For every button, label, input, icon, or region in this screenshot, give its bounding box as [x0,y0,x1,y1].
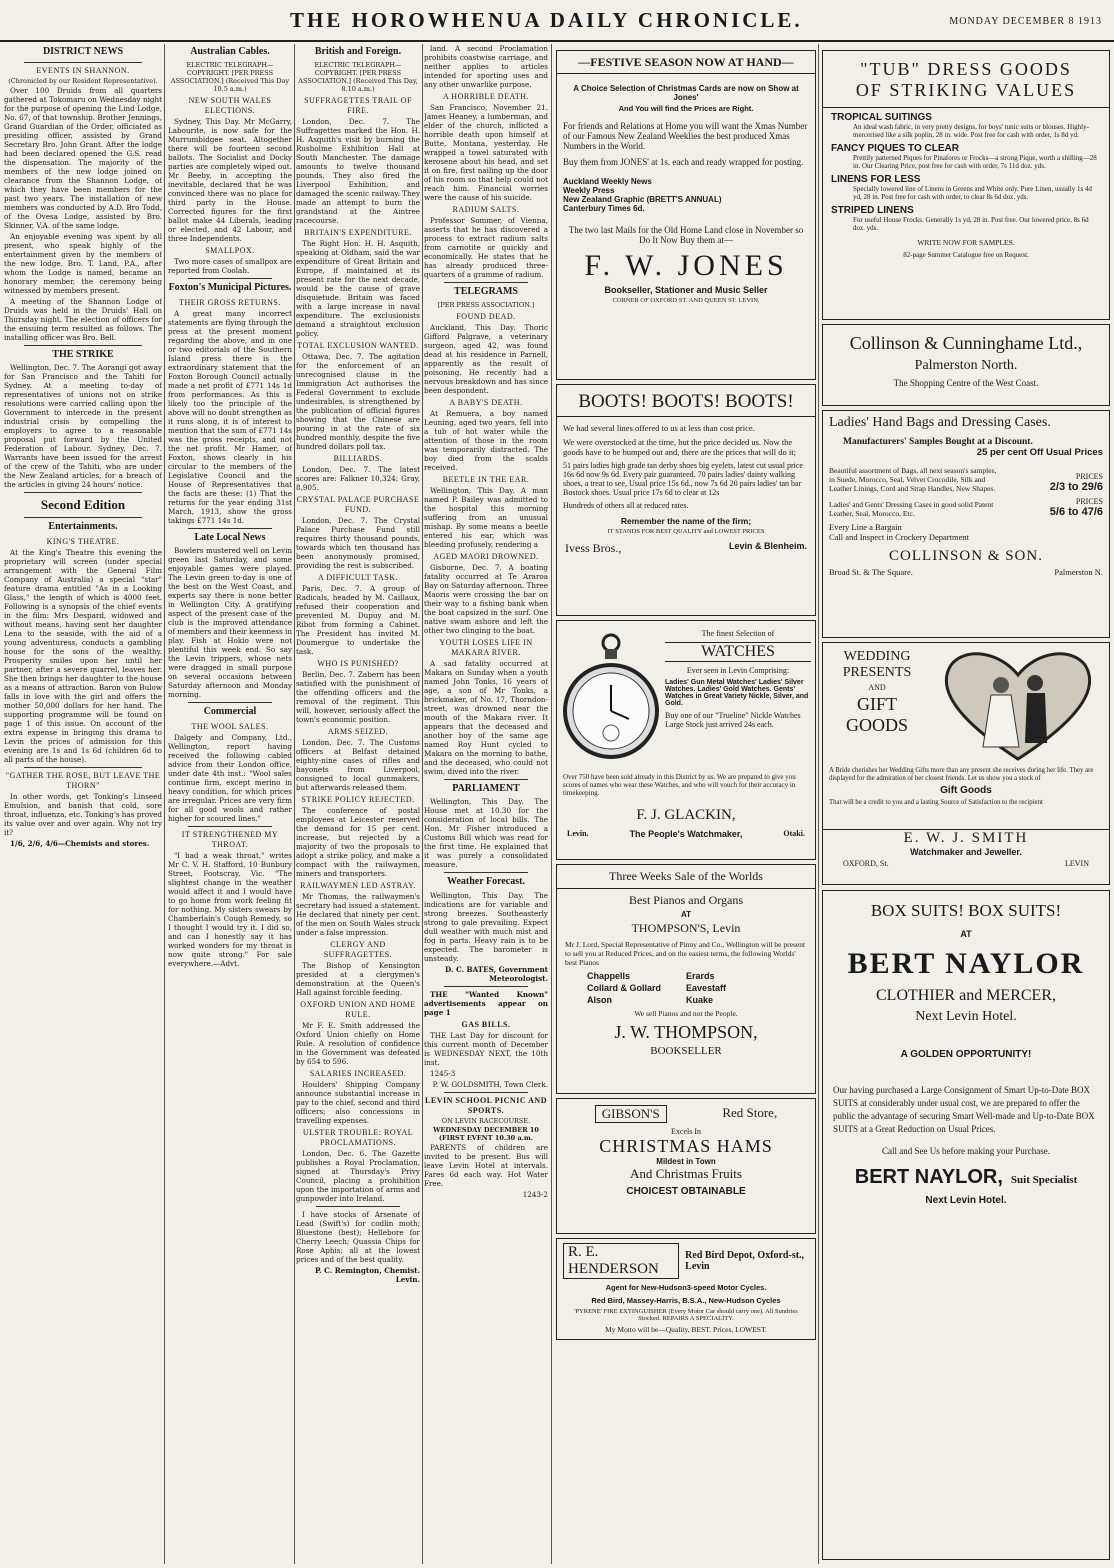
article-text: At the King's Theatre this evening the proprietary will screen (under special arrangement with the General Film Company of Australia) a special "star" feature drama entitled "As in a Looking Glass," the length of which is 4000 feet. Following is a synopsis of the chief events in the film: Mrs Despard, widowed and without means, having sent her daughter Lena to the seaside, with the aid of a young adventuress, conducts a gambling house for the sons of the wealthy. Prosperity smiles upon her until her partner, after a severe quarrel, leaves her. She then brings her daughter to the house as a means of attraction. Baron von Bulow falls in love with the girl and offers the mother 50,000 dollars for her hand. The supporting programme will be found on page 1 of this issue. On account of the extra expense in bringing this drama to Levin the prices of admission for this evening are 1s and 1s 6d (children 6d to all parts of the house). [4,547,162,764]
byline: ELECTRIC TELEGRAPH—COPYRIGHT. [PER PRESS ASSOCIATION.] (Received This Day 10.5 a.m.) [170,60,290,93]
ad-address: Broad St. & The Square. [829,567,913,577]
notice-date: WEDNESDAY DECEMBER 10 (FIRST EVENT 10.30 a.m. [433,1125,539,1142]
newspaper-title: THE HOROWHENUA DAILY CHRONICLE. [290,8,803,32]
ad-gibsons [556,1098,816,1234]
ad-line: For friends and Relations at Home you will want the Xmas Number of our Famous New Zealand Weeklies the best produced Xmas Numbers in the World. [563,121,808,151]
bags-price-row [829,466,1103,493]
article-text: Over 100 Druids from all quarters gathered at Tokomaru on Wednesday night for the purpose of opening the Lind Lodge, No. 67, of that township. Brother Jennings, Grand Guardian of the Order, officiated as presiding officer, assisted by Grand Secretary Bro. John Grant. After the lodge had been declared opened the G.S. read the dispensation. The majority of the members of the new lodge joined on clearance from the Shannon Lodge, of which they have been members for the past two years. The installation of new members was conducted by A.D. Bro Todd, of the Ovesa Lodge, assisted by Bro. Skinner, V.A. of the same lodge. [4,85,162,230]
ad-line: That will be a credit to you and a lasting Source of Satisfaction to the recipient [829,799,1043,806]
ad-title: BOX SUITS! BOX SUITS! [870,901,1062,920]
brand: Eavestaff [686,983,727,993]
ad-line: We were overstocked at the time, but the price decided us. Now the goods have to be bumped out and, there are the prices that will do it; [563,437,796,457]
section-heading: TELEGRAMS [454,286,518,297]
ad-line: Canterbury Times 6d. [563,204,645,213]
ad-footer [843,859,1089,868]
ad-address: CORNER OF OXFORD ST. AND QUEEN ST. LEVIN. [612,297,760,304]
pocket-watch-icon [563,629,659,769]
article-text: Wellington, This Day. The indications are for variable and strong breezes. Southeasterly strong to gale prevailing. Expect dull weather with much mist and fog in parts. Heavy rain is to be expected. The barometer is unsteady. [424,890,548,963]
ad-line: Excels In [671,1127,701,1136]
ad-title: Ladies' Hand Bags and Dressing Cases. [829,415,1051,430]
byline: (Chronicled by our Resident Representative). [8,76,158,85]
advert-text: I have stocks of Arsenate of Lead (Swift's) for codlin moth; Bluestone (best); Hellebore for Cherry Leech; Quassia Chips for Rose Aphis; all at the lowest prices and of the best quality. [296,1210,420,1264]
brand: Chappells [587,971,631,981]
section-heading: British and Foreign. [314,46,402,57]
ad-footer [565,541,807,556]
ad-footer [823,1166,1109,1189]
notice-sub: ON LEVIN RACECOURSE. [441,1116,531,1125]
ad-line: WRITE NOW FOR SAMPLES. [917,238,1015,247]
ad-smith-footer [822,828,1110,885]
article-heading: AGED MAORI DROWNED. [433,551,539,561]
column-rule [294,44,295,1564]
ad-title: Red Bird Depot, Oxford-st., Levin [685,1250,805,1272]
ad-subheading: STRIPED LINENS [831,205,914,216]
column-rule [818,44,819,1564]
ad-footer [829,567,1103,577]
ad-line: Mildest in Town [656,1157,716,1166]
article-text: Mr F. E. Smith addressed the Oxford Union chiefly on Home Rule. A resolution of confidence in the Government was defeated by 654 to 596. [296,1021,420,1066]
article-text: The Bishop of Kensington presided at a clergymen's demonstration at the Queen's Hall against forcible feeding. [296,961,420,997]
ad-title: BOOTS! BOOTS! BOOTS! [557,391,815,417]
ad-business-name: F. J. GLACKIN, [636,807,736,823]
signature: P. W. GOLDSMITH, Town Clerk. [432,1079,548,1089]
section-heading: Commercial [203,706,257,717]
article-text: Houlders' Shipping Company announce substantial increase in pay to the chief, second and third officers; also concessions in travelling expenses. [296,1080,420,1125]
brand: Collard & Gollard [587,983,662,993]
ad-wedding-presents [822,642,1110,830]
ad-line: Auckland Weekly News [563,177,652,186]
ad-collinson-cunninghame [822,324,1110,406]
ad-line: New Zealand Graphic (BRETT'S ANNUAL) [563,195,722,204]
ad-subheading: FANCY PIQUES TO CLEAR [831,143,959,154]
article-text: London, Dec. 6. The Gazette publishes a Royal Proclamation, signed at Thursday's Privy Council, placing a prohibition upon the importation of arms and gunpowder into Ireland. [296,1149,420,1203]
article-text: At Remuera, a boy named Leuning, aged two years, fell into a tub of hot water while the attention of those in the room was temporarily distracted. The boy died from the scalds received. [424,408,548,472]
column-district-news [4,44,162,1564]
article-text: Dalgety and Company, Ltd., Wellington, report having received the following cabled advice from their London office, under date 4th inst.: "Wool sales continue firm, except merino in heavy condition, for which prices are irregular. Prices are very firm for all good wools and rather higher for scoured lines." [168,732,292,823]
section-heading: Second Edition [40,497,126,513]
section-heading: PARLIAMENT [452,782,520,794]
price-label: PRICES [1075,472,1103,481]
ad-location: Otaki. [783,829,805,838]
price-range: 2/3 to 29/6 [1049,481,1103,493]
piano-brands [587,971,785,1005]
ad-line: Best Pianos and Organs [628,893,744,907]
ad-subheading: LINENS FOR LESS [831,174,921,185]
ad-line: An ideal wash fabric, in very pretty designs, for boys' tunic suits or blouses. Highly-mercerised like a silk poplin, 28 in. wide. Post free for cash with order, 1s 8d yd. [853,123,1089,139]
ad-line: Manufacturers' Samples Bought at a Discount. [843,437,1033,447]
article-text: San Francisco, November 21. James Heaney, a lumberman, and elder of the church, inflicted a horrible death upon himself at Butte, Montana, yesterday. He wrapped a towel saturated with kerosene about his head, and set it on fire, first nailing up the door of his room so that help could not reach him. Financial worries were the cause of his suicide. [424,103,548,202]
article-heading: NEW SOUTH WALES ELECTIONS. [188,96,272,115]
article-text: Mr Thomas, the railwaymen's secretary had issued a statement. He declared that ninety per cent. of the men on South Wales struck under a false impression. [296,892,420,937]
advert-text: In other words, get Tonking's Linseed Emulsion, and banish that cold, sore throat, influenza, etc. Tonking's has proved its value over and over again. Why not try it? [4,791,162,837]
brand: Kuake [686,995,714,1005]
ad-location: Levin. [567,829,589,838]
column-rule [164,44,165,1564]
article-heading: KING'S THEATRE. [46,536,120,546]
article-text: A sad fatality occurred at Makara on Sunday when a youth named John Tonks, 16 years of age, a son of Mr Tonks, a brickmaker, of No. 17, Thorndon-street, was drowned near the mouth of the Makara river. It appears that the deceased and another boy of the same age named Roy Hunt cycled to Makara on the morning to bathe, and the deceased, who could not swim, dived into the river. [424,658,548,776]
article-heading: EVENTS IN SHANNON. [36,65,130,75]
price-block [999,472,1103,493]
section-heading: THE STRIKE [52,348,114,360]
ad-line: The two last Mails for the Old Home Land close in November so Do It Now Buy them at— [568,225,804,245]
article-text: London, Dec. 7. The Customs officers at Belfast detained eighty-nine cases of rifles and bayonets from Liverpool, consigned to local gunmakers, but afterwards released them. [296,738,420,792]
article-heading: YOUTH LOSES LIFE IN MAKARA RIVER. [439,637,533,657]
ad-line: We had several lines offered to us at less than cost price. [563,423,755,433]
article-heading: CRYSTAL PALACE PURCHASE FUND. [296,495,420,514]
article-heading: BRITAIN'S EXPENDITURE. [304,228,412,237]
article-heading: TOTAL EXCLUSION WANTED. [297,341,419,350]
article-text: Berlin, Dec. 7. Zabern has been satisfied with the punishment of the offending officers and the removal of the regiment. This will, however, seriously affect the town's economic position. [296,670,420,724]
ad-line: BOOKSELLER [650,1045,722,1057]
brand: Erards [686,971,715,981]
ad-line: Ladies' and Gents' Dressing Cases in good solid Patent Leather, Seal, Morocco, Etc. [829,500,994,518]
ad-location: Palmerston N. [1054,567,1103,577]
ad-title-row [563,1243,809,1279]
ad-line: Gift Goods [940,785,992,796]
article-text: The Right Hon. H. H. Asquith, speaking at Oldham, said the war expenditure of Great Britain and Europe, if maintained at its present rate for the next decade, would be the cause of grave disquietude. Britain was faced with a large increase in naval expenditure. The exclusionists demand a straightout exclusion policy. [296,239,420,338]
ad-line: CHOICEST OBTAINABLE [626,1186,746,1197]
article-heading: STRIKE POLICY REJECTED. [301,795,415,804]
article-heading: WHO IS PUNISHED? [317,659,399,668]
ad-title: Red Store, [722,1105,778,1120]
article-heading: THEIR GROSS RETURNS. [179,297,281,307]
ad-line: The Shopping Centre of the West Coast. [893,378,1039,388]
ad-line: IT STANDS FOR BEST QUALITY and LOWEST PRICES [607,528,765,535]
article-text: Wellington, Dec. 7. The Aorangi got away for San Francisco and the Tahiti for Sydney. At a meeting to-day of representatives of unions not on strike resolutions were carried calling upon the Government to intercede in the present industrial crisis by compelling the employers to agree to a reasonable proposal put forward by the United Federation of Labour. Sydney, Dec. 7. Warrants have been issued for the arrest of the crew of the Tahiti, who are under the New Zealand articles, for a breach of the articles in giving 24 hours' notice. [4,363,162,490]
article-text: The conference of postal employees at Leicester reserved the demand for 15 per cent. increase, but rejected by a majority of two the proposals to adopt a strike policy, and make a compact with the railwaymen, miners and transporters. [296,806,420,878]
ad-henderson [556,1238,816,1340]
article-heading: ULSTER TROUBLE: ROYAL PROCLAMATIONS. [302,1128,414,1147]
column-australian-cables [168,44,292,1564]
byline: [PER PRESS ASSOCIATION.] [437,300,535,309]
ad-business-name: GIBSON'S [595,1105,667,1123]
ad-line: Ladies' Gun Metal Watches' Ladies' Silver Watches. Ladies' Gold Watches. Gents' Watches in Great Variety Nickle, Silver, and Gold. [665,679,809,707]
ad-location: Next Levin Hotel. [925,1195,1007,1207]
ad-line: Mr J. Lord, Special Representative of Pinny and Co., Wellington will be present to sell you at Reduced Prices, and on the easiest terms, the following Worlds' best Pianos [565,940,806,967]
ad-line: Buy them from JONES' at 1s. each and ready wrapped for posting. [563,157,804,167]
ad-festive-season [556,50,816,380]
ad-watches [556,620,816,860]
issue-date: MONDAY DECEMBER 8 1913 [949,16,1102,27]
article-heading: OXFORD UNION AND HOME RULE. [300,1000,416,1019]
article-heading: ARMS SEIZED. [327,727,389,736]
article-text: Gisborne, Dec. 7. A boating fatality occurred at Te Araroa Bay on Saturday afternoon. Three Maoris were crossing the bar on their way to a fishing bank when the boat capsized in the surf. One native swam ashore and left the other two clinging to the boat. [424,562,548,635]
ad-line: 82-page Summer Catalogue free on Request. [903,251,1029,259]
section-heading: Australian Cables. [190,46,270,57]
ad-line: Suit Specialist [1010,1174,1078,1187]
price-range: 5/6 to 47/6 [1049,506,1103,518]
ad-line: The People's Watchmaker, [629,829,743,839]
ad-tub-dress-goods [822,50,1110,320]
brand: Alson [587,995,613,1005]
byline: ELECTRIC TELEGRAPH—COPYRIGHT. [PER PRESS ASSOCIATION.] (Received This Day, 8.10 a.m.) [298,60,418,93]
ad-line: Call and Inspect in Crockery Department [829,532,969,542]
ad-location: LEVIN [1065,859,1089,868]
article-heading: A DIFFICULT TASK. [318,573,398,582]
ad-title: GIFT [857,694,897,714]
article-text: Wellington, This Day. A man named P. Bailey was admitted to the hospital this morning suffering from an unusual mishap. By some means a beetle entered his ear, which was bleeding profusely, rendering a [424,485,548,549]
wedding-couple-heart-icon [933,647,1103,763]
article-text: Wellington, This Day. The House met at 10.30 for the consideration of local bills. The Hon. Mr Fisher introduced a Customs Bill which was read for the first time. He explained that it was purely a consolidated measure. [424,797,548,870]
ad-bert-naylor [822,890,1110,1560]
ad-line: 'PYRENE' FIRE EXTINGUISHER (Every Motor Car should carry one). All Sundries Stocked. REPAIRS A SPECIALITY. [574,1308,798,1322]
ad-footer [567,829,805,839]
ad-line: Red Bird, Massey-Harris, B.S.A., New-Hudson Cycles [591,1296,781,1305]
article-heading: THE WOOL SALES. [191,721,269,731]
notice-heading: GAS BILLS. [461,1019,511,1029]
ad-pianos [556,864,816,1094]
ad-line: Our having purchased a Large Consignment of Smart Up-to-Date BOX SUITS at considerably under usual cost, we are prepared to offer the public the advantage of securing Smart Well-made and Up-to-Date BOX SUITS at a Great Reduction on Usual Prices. [833,1085,1095,1135]
ad-line: Call and See Us before making your Purchase. [882,1146,1050,1157]
article-heading: FOUND DEAD. [456,311,516,321]
ad-line: The finest Selection of [701,629,775,638]
signature: D. C. BATES, Government Meteorologist. [444,964,548,983]
ad-line: A Bride cherishes her Wedding Gifts more than any present she receives during her life. They are displayed for the admiration of her closest friends. Let us show you a stock of [829,767,1094,783]
ad-title: Three Weeks Sale of the Worlds [557,869,815,889]
ad-line: And You will find the Prices are Right. [618,104,754,113]
section-heading: Weather Forecast. [447,876,525,888]
ad-title: WEDDING [843,649,911,664]
price-label: PRICES [1075,497,1103,506]
ad-line: 25 per cent Off Usual Prices [976,447,1103,458]
price-block [999,497,1103,518]
ad-line: Buy one of our "Trueline" Nickle Watches Large Stock just arrived 24s each. [665,711,801,729]
article-text: Professor Sommer, of Vienna, asserts that he has discovered a process to extract radium salts from carnotite or quickly and economically. He states that he has already produced three-quarters of a gramme of radium. [424,216,548,279]
ad-boots [556,384,816,616]
ad-line: We sell Pianos and not the People. [634,1009,738,1018]
article-text: London, Dec. 7. The Crystal Palace Purchase Fund still requires thirty thousand pounds, towards which ten thousand has been anonymously promised, providing the rest is subscribed. [296,516,420,570]
ad-title: AND [868,683,886,692]
notice-text: THE Last Day for discount for this current month of December is WEDNESDAY NEXT, the 10th inst. [424,1030,548,1067]
ad-line: Bookseller, Stationer and Music Seller [604,285,768,295]
article-heading: RAILWAYMEN LED ASTRAY. [300,881,416,890]
article-text: Ottawa, Dec. 7. The agitation for the enforcement of an unrecognised clause in the Immigration Act authorises the Federal Government to exclude undesirables, is strengthened by the publication of official figures showing that the Chinese are pouring in at the rate of six hundred monthly, despite the five hundred dollars poll tax. [296,352,420,451]
article-text: Paris, Dec. 7. A group of Radicals, headed by M. Caillaux, refused their cooperation and prevented M. Dupuy and M. Ribot from forming a Cabinet. The President has invited M. Doumergue to undertake the task. [296,584,420,656]
article-heading: BEETLE IN THE EAR. [442,474,530,484]
article-text: A great many incorrect statements are flying through the press at the present moment regarding the above, and in one or two editorials of the Southern Island press there is the extraordinary statement that the Foxton Borough Council actually made a net profit of £771 14s 1d from performances. As this is likely too the principle of the above will no doubt strengthen as it runs along, it is of interest to mention that the sum of £771 14s was the gross receipts, and not the net profit. Mr Hamer, of Foxton, shows clearly in his circular to the members of the Legislative Council and the House of Representatives that the facts are these: (1) That the returns for the year ending 31st March, 1913, show the gross takings £771 14s 1d. [168,308,292,525]
article-text: London, Dec. 7. The latest scores are: Falkner 10,324; Gray, 8,905. [296,465,420,492]
ad-line: THOMPSON'S, Levin [631,921,741,935]
article-text: Bowlers mustered well on Levin green last Saturday, and some enjoyable games were played. The Levin green to-day is one of the best on the West Coast, and experts say there is none better in Wellington City. A gratifying aspect of the present case of the club is the improved attendance of members and their keenness in play. Fish at Hokio were not plentiful this week end. So say the Levin trippers, whose nets were dragged in small purpose on several occasions between Saturday afternoon and Monday morning. [168,546,292,699]
article-heading: BILLIARDS. [333,454,383,463]
ad-line: 51 pairs ladies high grade tan derby shoes big eyelets, latest cut usual price 16s 6d now 9s 6d. Every pair guaranteed. 70 pairs ladies' dainty walking shoes, a treat to see, Usual price 15s 6d., now 7s 6d 20 pairs ladies' tan bar Bostock shoes. Usual price 17s 6d to clear at 12s [563,461,803,497]
section-heading: Foxton's Municipal Pictures. [168,282,292,293]
article-text: London, Dec. 7. The Suffragettes marked the Hon. H. H. Asquith's visit by burning the Rusholme Exhibition Hall at South Manchester. The damage amounts to twelve thousand pounds. They also fired the Liverpool Exhibition, and damaged the scenic railway. They made an attempt to burn the grandstand at the Aintree racecourse. [296,117,420,225]
ad-title-block [831,649,923,736]
ad-line: CHRISTMAS HAMS [599,1136,773,1156]
ad-location: Palmerston North. [914,358,1018,373]
article-heading: SMALLPOX. [205,246,255,255]
notice-text: PARENTS of children are invited to be present. Bus will leave Levin Hotel at intervals. Fares 6d each way. Hot Water Free. [424,1143,548,1188]
column-rule [422,44,423,1564]
ad-line: Every Line a Bargain [829,522,902,532]
notice-text: THE "Wanted Known" advertisements appear on page 1 [424,989,548,1017]
cases-price-row [829,497,1103,518]
ad-address: OXFORD, St. [843,859,889,868]
ad-line: My Motto will be—Quality, BEST. Prices, LOWEST. [605,1325,767,1334]
ad-title: "TUB" DRESS GOODS [860,59,1072,79]
ad-business-name: Collinson & Cunninghame Ltd., [849,333,1083,353]
ad-business-name: F. W. JONES [584,249,788,282]
article-text: A meeting of the Shannon Lodge of Druids was held in the Druids' Hall on Thursday night. The election of officers for the ensuing term resulted as follows. The installing officer was Bro. Bell. [4,296,162,342]
section-heading: DISTRICT NEWS [42,46,124,57]
notice-code: 1243-2 [522,1190,548,1199]
advert-price: 1/6, 2/6, 4/6—Chemists and stores. [10,838,150,848]
advert-heading: "GATHER THE ROSE, BUT LEAVE THE THORN" [5,770,161,790]
ad-line: Specially lowered line of Linens in Greens and White only. Pure Linen, usually 1s 4d yd, 28 in. Post free for cash with order, to clear 8s 6d doz. yds. [853,185,1092,201]
ad-line: A GOLDEN OPPORTUNITY! [900,1049,1032,1060]
ad-location: Levin & Blenheim. [728,541,807,551]
ad-line: Over 750 have been sold already in this District by us. We are prepared to give you scores of names who wear these Watches, and who will vouch for their accuracy in timekeeping. [563,773,796,797]
section-heading: Entertainments. [48,521,118,533]
ad-business-name: J. W. THOMPSON, [614,1022,758,1042]
ad-line: CLOTHIER and MERCER, [876,987,1056,1004]
article-text: Two more cases of smallpox are reported from Coolah. [168,257,292,275]
column-telegrams [424,44,548,1564]
article-text: "I had a weak throat," writes Mr C. V. H. Stafford, 10 Bunbury Street, Footscray, Vic. "The slightest change in the weather would affect it and I would have to go home from work feeling fit for nothing. My sisters swears by Chamberlain's Cough Remedy, so I thought I would try it. I did so, and can I honestly say it has worked wonders for my throat is now quite strong." For sale everywhere.—Advt. [168,850,292,968]
ad-line: AT [960,929,972,939]
ad-line: And Christmas Fruits [630,1166,742,1181]
section-heading: Late Local News [194,531,266,543]
article-heading: A HORRIBLE DEATH. [442,92,530,101]
column-british-foreign [296,44,420,1564]
article-heading: IT STRENGTHENED MY THROAT. [181,829,279,849]
advert-signature: P. C. Remington, Chemist. Levin. [314,1266,420,1284]
ad-line: Hundreds of others all at reduced rates. [563,501,689,510]
ad-title: OF STRIKING VALUES [823,80,1109,108]
ad-line: Prettily patterned Piques for Pinafores or Frocks—a strong Pique, worth a shilling—28 in. Our Clearing Price, post free for cash with order, 7s 11d doz. yds. [853,154,1097,170]
ad-hand-bags [822,410,1110,638]
article-text: land. A second Proclamation prohibits coastwise carriage, and neither applies to articles intended for sporting uses and any other unwarlike purpose. [424,44,548,89]
ad-line: For useful House Frocks. Generally 1s yd, 28 in. Post free. Our lowered price, 8s 6d doz. yds. [853,216,1089,232]
ad-business-name: E. W. J. SMITH [903,830,1029,846]
article-heading: SALARIES INCREASED. [309,1069,407,1078]
ad-title: —FESTIVE SEASON NOW AT HAND— [557,55,815,74]
article-heading: RADIUM SALTS. [452,205,520,214]
ad-business-name: BERT NAYLOR, [854,1166,1003,1189]
ad-title: PRESENTS [842,665,912,680]
ad-title-row [567,1105,805,1123]
masthead [0,0,1114,42]
ad-subheading: TROPICAL SUITINGS [831,112,932,123]
ad-line: Watchmaker and Jeweller. [910,847,1022,857]
article-heading: SUFFRAGETTES TRAIL OF FIRE. [304,96,412,115]
article-text: An enjoyable evening was spent by all present, who speak highly of the entertainment given by the members of the new lodge. Bro. T. Land, P.A., after whom the Lodge is named, became an honorary member, the ceremony being witnessed by members present. [4,231,162,295]
ad-line: Agent for New-Hudson3-speed Motor Cycles. [605,1283,767,1292]
ad-line: Remember the name of the firm; [620,516,752,526]
ad-business-name: COLLINSON & SON. [889,548,1043,564]
article-text: Sydney, This Day. Mr McGarry, Labourite, is now safe for the Murrumbidgee seat. Altogether there will be fourteen second ballots. The Socialist and Docky parties are completely wiped out. Mr Beeby, in accepting the inevitable, declared that he was convinced there was no place for third party in the House. Corrected figures for the first ballot make 44 Liberals, leading or elected, and 42 Labour, and three Independents. [168,117,292,243]
article-text: Auckland, This Day. Thoric Gifford Palgrave, a veterinary surgeon, aged 42, was found dead at his residence in Parnell, apparently as the result of poisoning. He recently had a nervous breakdown and has since been despondent. [424,322,548,395]
ad-line: Beautiful assortment of Bags, all next season's samples, in Suede, Morocco, Seal, Velvet Crocodile, Silk and Leather Linings, Cord and Strap Handles, New Shapes. [829,466,997,493]
notice-heading: LEVIN SCHOOL PICNIC AND SPORTS. [425,1095,547,1115]
ad-line: A Choice Selection of Christmas Cards are now on Show at Jones' [573,84,799,102]
ad-business-name: BERT NAYLOR [847,947,1085,980]
notice-code: 1245-3 [430,1068,456,1078]
ad-location: Next Levin Hotel. [915,1009,1017,1024]
column-rule [551,44,552,1564]
ad-line: Weekly Press [563,186,615,195]
ad-line: AT [680,910,692,919]
article-heading: CLERGY AND SUFFRAGETTES. [323,940,393,959]
ad-business-name: R. E. HENDERSON [563,1243,679,1279]
article-heading: A BABY'S DEATH. [449,397,523,407]
ad-title: GOODS [845,715,908,735]
ad-title: WATCHES [665,642,811,662]
ad-business-name: Ivess Bros., [565,541,622,555]
ad-line: Ever seen in Levin Comprising: [686,666,790,675]
